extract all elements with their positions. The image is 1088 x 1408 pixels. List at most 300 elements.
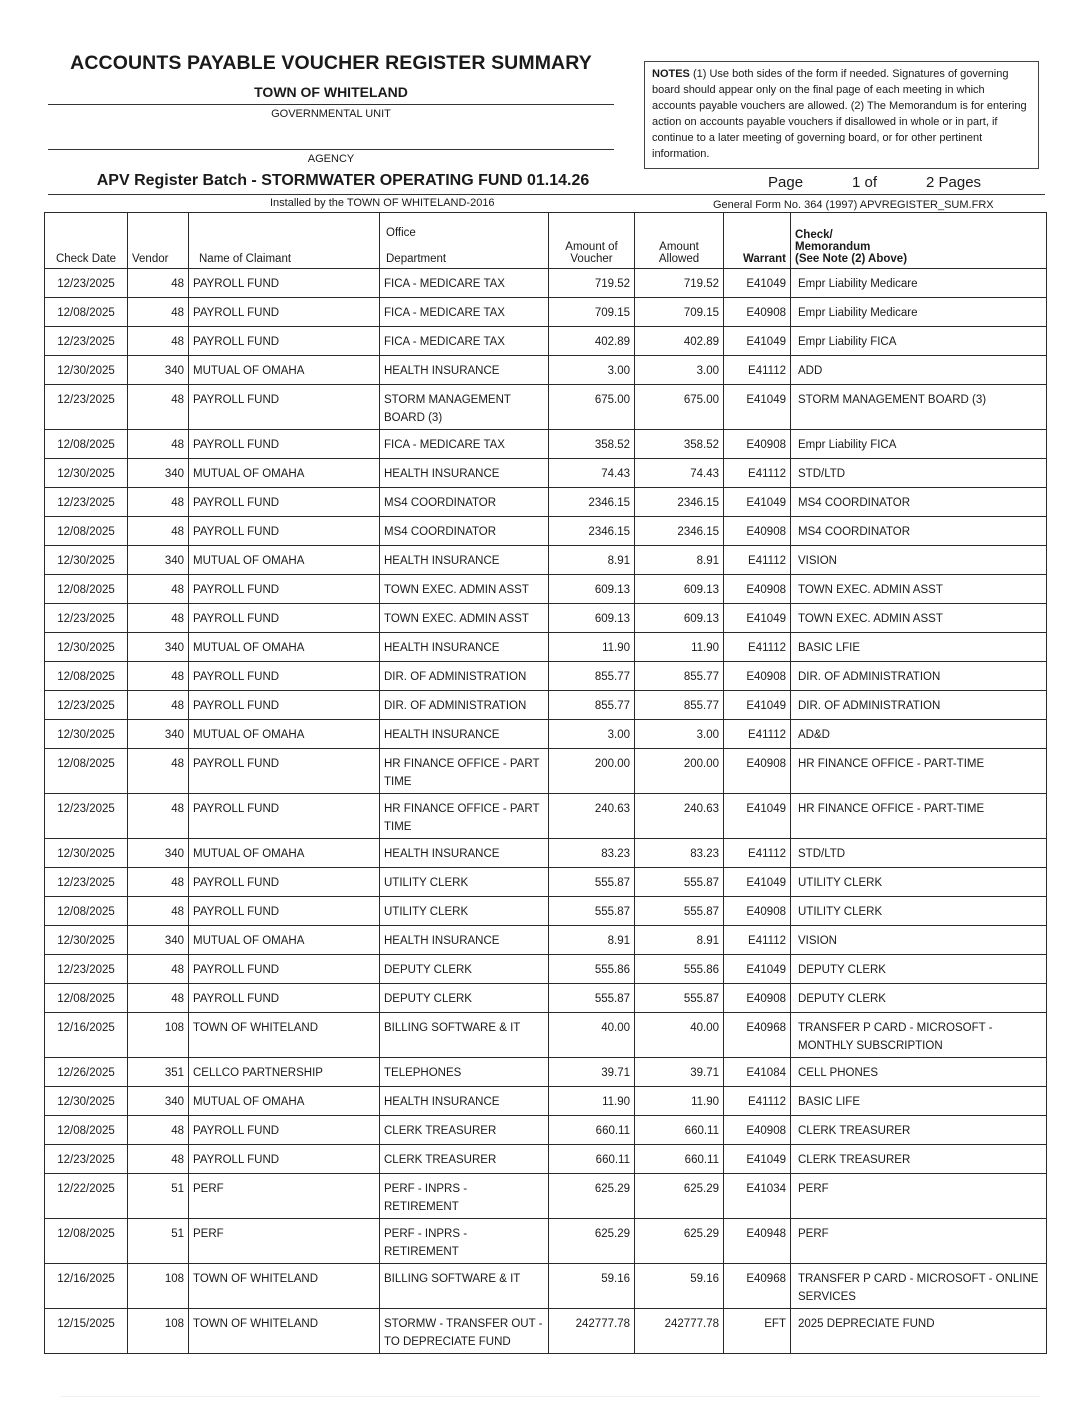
table-row <box>45 488 1047 517</box>
department-cell: PERF - INPRS - RETIREMENT <box>380 1219 549 1264</box>
department-cell: FICA - MEDICARE TAX <box>380 298 549 327</box>
voucher-amount-cell: 74.43 <box>549 459 635 488</box>
department-cell: FICA - MEDICARE TAX <box>380 269 549 298</box>
check-date-cell: 12/08/2025 <box>45 984 128 1013</box>
department-cell: HEALTH INSURANCE <box>380 1087 549 1116</box>
allowed-amount-cell: 660.11 <box>635 1145 724 1174</box>
department-cell: HEALTH INSURANCE <box>380 459 549 488</box>
vendor-cell: 48 <box>128 662 189 691</box>
vendor-cell: 48 <box>128 385 189 430</box>
warrant-cell: E41049 <box>724 385 791 430</box>
department-cell: TOWN EXEC. ADMIN ASST <box>380 575 549 604</box>
voucher-amount-cell: 855.77 <box>549 662 635 691</box>
department-cell: CLERK TREASURER <box>380 1145 549 1174</box>
vendor-cell: 48 <box>128 604 189 633</box>
memorandum-cell: BASIC LIFE <box>791 1087 1047 1116</box>
header-block <box>48 48 614 165</box>
voucher-amount-cell: 11.90 <box>549 633 635 662</box>
warrant-cell: E40908 <box>724 1116 791 1145</box>
vendor-cell: 108 <box>128 1013 189 1058</box>
table-row <box>45 720 1047 749</box>
check-date-cell: 12/15/2025 <box>45 1309 128 1354</box>
notes-box <box>644 61 1039 169</box>
allowed-amount-cell: 8.91 <box>635 926 724 955</box>
memorandum-cell: BASIC LFIE <box>791 633 1047 662</box>
agency-caption: AGENCY <box>307 153 355 165</box>
department-cell: UTILITY CLERK <box>380 897 549 926</box>
department-cell: BILLING SOFTWARE & IT <box>380 1013 549 1058</box>
divider <box>48 104 614 105</box>
allowed-amount-cell: 3.00 <box>635 720 724 749</box>
memorandum-cell: DEPUTY CLERK <box>791 984 1047 1013</box>
voucher-amount-cell: 83.23 <box>549 839 635 868</box>
check-date-cell: 12/08/2025 <box>45 430 128 459</box>
voucher-amount-cell: 719.52 <box>549 269 635 298</box>
table-row <box>45 430 1047 459</box>
check-date-cell: 12/08/2025 <box>45 749 128 794</box>
voucher-amount-cell: 40.00 <box>549 1013 635 1058</box>
col-header-allowed-amount: Amount Allowed <box>635 213 724 269</box>
voucher-amount-cell: 555.86 <box>549 955 635 984</box>
warrant-cell: EFT <box>724 1309 791 1354</box>
col-header-department-label: Department <box>386 253 447 265</box>
memorandum-cell: MS4 COORDINATOR <box>791 517 1047 546</box>
table-row <box>45 575 1047 604</box>
claimant-cell: PAYROLL FUND <box>189 327 380 356</box>
allowed-amount-cell: 11.90 <box>635 633 724 662</box>
claimant-cell: PAYROLL FUND <box>189 1145 380 1174</box>
department-cell: DIR. OF ADMINISTRATION <box>380 662 549 691</box>
warrant-cell: E41112 <box>724 459 791 488</box>
table-row <box>45 984 1047 1013</box>
col-header-check-date: Check Date <box>45 213 128 269</box>
vendor-cell: 48 <box>128 1116 189 1145</box>
warrant-cell: E41034 <box>724 1174 791 1219</box>
table-row <box>45 1058 1047 1087</box>
claimant-cell: PAYROLL FUND <box>189 897 380 926</box>
vendor-cell: 340 <box>128 356 189 385</box>
table-row <box>45 926 1047 955</box>
allowed-amount-cell: 660.11 <box>635 1116 724 1145</box>
vendor-cell: 340 <box>128 459 189 488</box>
check-date-cell: 12/23/2025 <box>45 1145 128 1174</box>
vendor-cell: 48 <box>128 430 189 459</box>
notes-text: (1) Use both sides of the form if needed. Signatures of governing board should appear only on the final page of each meeting in which accounts payable vouchers are allowed. (2) The Memorandum is for entering action on accounts payable vouchers if disallowed in whole or in part, if continue to a later meeting of governing board, or for other pertinent information. <box>652 68 1027 160</box>
claimant-cell: PAYROLL FUND <box>189 298 380 327</box>
memorandum-cell: VISION <box>791 546 1047 575</box>
vendor-cell: 48 <box>128 794 189 839</box>
check-date-cell: 12/23/2025 <box>45 604 128 633</box>
voucher-amount-cell: 609.13 <box>549 604 635 633</box>
memorandum-cell: 2025 DEPRECIATE FUND <box>791 1309 1047 1354</box>
memorandum-cell: STD/LTD <box>791 459 1047 488</box>
warrant-cell: E41112 <box>724 839 791 868</box>
table-row <box>45 459 1047 488</box>
department-cell: HEALTH INSURANCE <box>380 546 549 575</box>
installed-by: Installed by the TOWN OF WHITELAND-2016 <box>270 197 495 209</box>
memorandum-cell: CELL PHONES <box>791 1058 1047 1087</box>
check-date-cell: 12/08/2025 <box>45 662 128 691</box>
warrant-cell: E41112 <box>724 546 791 575</box>
warrant-cell: E40908 <box>724 749 791 794</box>
table-row <box>45 749 1047 794</box>
claimant-cell: MUTUAL OF OMAHA <box>189 633 380 662</box>
claimant-cell: PAYROLL FUND <box>189 604 380 633</box>
voucher-amount-cell: 3.00 <box>549 356 635 385</box>
claimant-cell: PERF <box>189 1174 380 1219</box>
department-cell: STORMW - TRANSFER OUT - TO DEPRECIATE FUND <box>380 1309 549 1354</box>
voucher-amount-cell: 2346.15 <box>549 488 635 517</box>
vendor-cell: 51 <box>128 1174 189 1219</box>
voucher-amount-cell: 555.87 <box>549 984 635 1013</box>
voucher-amount-cell: 660.11 <box>549 1145 635 1174</box>
col-header-office: Office <box>386 227 416 239</box>
memorandum-cell: UTILITY CLERK <box>791 868 1047 897</box>
warrant-cell: E41049 <box>724 604 791 633</box>
vendor-cell: 48 <box>128 488 189 517</box>
voucher-amount-cell: 8.91 <box>549 926 635 955</box>
department-cell: FICA - MEDICARE TAX <box>380 327 549 356</box>
col-header-department <box>380 213 549 269</box>
vendor-cell: 48 <box>128 269 189 298</box>
vendor-cell: 48 <box>128 298 189 327</box>
table-row <box>45 269 1047 298</box>
col-header-memo-line: Check/ <box>795 229 833 241</box>
check-date-cell: 12/26/2025 <box>45 1058 128 1087</box>
allowed-amount-cell: 358.52 <box>635 430 724 459</box>
memorandum-cell: MS4 COORDINATOR <box>791 488 1047 517</box>
vendor-cell: 48 <box>128 749 189 794</box>
claimant-cell: PAYROLL FUND <box>189 385 380 430</box>
claimant-cell: PERF <box>189 1219 380 1264</box>
claimant-cell: PAYROLL FUND <box>189 517 380 546</box>
allowed-amount-cell: 855.77 <box>635 691 724 720</box>
page-total: 2 Pages <box>926 174 982 191</box>
claimant-cell: PAYROLL FUND <box>189 749 380 794</box>
voucher-amount-cell: 625.29 <box>549 1174 635 1219</box>
vendor-cell: 48 <box>128 575 189 604</box>
claimant-cell: MUTUAL OF OMAHA <box>189 459 380 488</box>
memorandum-cell: CLERK TREASURER <box>791 1145 1047 1174</box>
table-row <box>45 1264 1047 1309</box>
claimant-cell: PAYROLL FUND <box>189 269 380 298</box>
warrant-cell: E41049 <box>724 691 791 720</box>
department-cell: TOWN EXEC. ADMIN ASST <box>380 604 549 633</box>
table-row <box>45 546 1047 575</box>
col-header-warrant: Warrant <box>724 213 791 269</box>
memorandum-cell: PERF <box>791 1219 1047 1264</box>
col-header-claimant: Name of Claimant <box>189 213 380 269</box>
voucher-amount-cell: 358.52 <box>549 430 635 459</box>
table-row <box>45 1309 1047 1354</box>
allowed-amount-cell: 555.87 <box>635 984 724 1013</box>
warrant-cell: E41112 <box>724 633 791 662</box>
warrant-cell: E41049 <box>724 1145 791 1174</box>
allowed-amount-cell: 3.00 <box>635 356 724 385</box>
claimant-cell: PAYROLL FUND <box>189 488 380 517</box>
warrant-cell: E41112 <box>724 926 791 955</box>
allowed-amount-cell: 74.43 <box>635 459 724 488</box>
warrant-cell: E41112 <box>724 1087 791 1116</box>
allowed-amount-cell: 555.86 <box>635 955 724 984</box>
vendor-cell: 48 <box>128 897 189 926</box>
check-date-cell: 12/30/2025 <box>45 633 128 662</box>
memorandum-cell: HR FINANCE OFFICE - PART-TIME <box>791 749 1047 794</box>
allowed-amount-cell: 675.00 <box>635 385 724 430</box>
vendor-cell: 48 <box>128 984 189 1013</box>
warrant-cell: E41049 <box>724 794 791 839</box>
allowed-amount-cell: 39.71 <box>635 1058 724 1087</box>
check-date-cell: 12/30/2025 <box>45 839 128 868</box>
table-row <box>45 517 1047 546</box>
voucher-amount-cell: 625.29 <box>549 1219 635 1264</box>
check-date-cell: 12/23/2025 <box>45 269 128 298</box>
voucher-amount-cell: 675.00 <box>549 385 635 430</box>
department-cell: HEALTH INSURANCE <box>380 839 549 868</box>
table-row <box>45 691 1047 720</box>
col-header-memo-line: Memorandum <box>795 241 871 253</box>
warrant-cell: E41049 <box>724 868 791 897</box>
col-header-memo-line: (See Note (2) Above) <box>795 253 908 265</box>
check-date-cell: 12/08/2025 <box>45 1116 128 1145</box>
allowed-amount-cell: 11.90 <box>635 1087 724 1116</box>
claimant-cell: PAYROLL FUND <box>189 868 380 897</box>
allowed-amount-cell: 855.77 <box>635 662 724 691</box>
check-date-cell: 12/30/2025 <box>45 546 128 575</box>
memorandum-cell: DEPUTY CLERK <box>791 955 1047 984</box>
memorandum-cell: CLERK TREASURER <box>791 1116 1047 1145</box>
memorandum-cell: HR FINANCE OFFICE - PART-TIME <box>791 794 1047 839</box>
memorandum-cell: DIR. OF ADMINISTRATION <box>791 662 1047 691</box>
allowed-amount-cell: 555.87 <box>635 897 724 926</box>
table-row <box>45 868 1047 897</box>
warrant-cell: E41049 <box>724 488 791 517</box>
claimant-cell: TOWN OF WHITELAND <box>189 1013 380 1058</box>
department-cell: TELEPHONES <box>380 1058 549 1087</box>
check-date-cell: 12/22/2025 <box>45 1174 128 1219</box>
voucher-amount-cell: 39.71 <box>549 1058 635 1087</box>
warrant-cell: E40968 <box>724 1264 791 1309</box>
table-row <box>45 633 1047 662</box>
table-row <box>45 1219 1047 1264</box>
check-date-cell: 12/08/2025 <box>45 575 128 604</box>
table-row <box>45 1174 1047 1219</box>
check-date-cell: 12/23/2025 <box>45 691 128 720</box>
check-date-cell: 12/23/2025 <box>45 327 128 356</box>
allowed-amount-cell: 40.00 <box>635 1013 724 1058</box>
warrant-cell: E41049 <box>724 269 791 298</box>
department-cell: PERF - INPRS - RETIREMENT <box>380 1174 549 1219</box>
check-date-cell: 12/23/2025 <box>45 955 128 984</box>
department-cell: CLERK TREASURER <box>380 1116 549 1145</box>
memorandum-cell: Empr Liability FICA <box>791 327 1047 356</box>
allowed-amount-cell: 719.52 <box>635 269 724 298</box>
warrant-cell: E40908 <box>724 984 791 1013</box>
memorandum-cell: STD/LTD <box>791 839 1047 868</box>
check-date-cell: 12/16/2025 <box>45 1264 128 1309</box>
memorandum-cell: Empr Liability Medicare <box>791 269 1047 298</box>
table-row <box>45 385 1047 430</box>
allowed-amount-cell: 625.29 <box>635 1174 724 1219</box>
check-date-cell: 12/30/2025 <box>45 1087 128 1116</box>
check-date-cell: 12/08/2025 <box>45 897 128 926</box>
allowed-amount-cell: 200.00 <box>635 749 724 794</box>
claimant-cell: TOWN OF WHITELAND <box>189 1309 380 1354</box>
claimant-cell: PAYROLL FUND <box>189 984 380 1013</box>
warrant-cell: E41049 <box>724 955 791 984</box>
allowed-amount-cell: 555.87 <box>635 868 724 897</box>
memorandum-cell: TOWN EXEC. ADMIN ASST <box>791 575 1047 604</box>
table-row <box>45 839 1047 868</box>
divider <box>48 149 614 150</box>
memorandum-cell: ADD <box>791 356 1047 385</box>
check-date-cell: 12/23/2025 <box>45 868 128 897</box>
voucher-amount-cell: 709.15 <box>549 298 635 327</box>
allowed-amount-cell: 709.15 <box>635 298 724 327</box>
table-row <box>45 662 1047 691</box>
vendor-cell: 108 <box>128 1264 189 1309</box>
divider <box>48 194 1045 195</box>
department-cell: MS4 COORDINATOR <box>380 488 549 517</box>
table-row <box>45 604 1047 633</box>
memorandum-cell: DIR. OF ADMINISTRATION <box>791 691 1047 720</box>
voucher-amount-cell: 8.91 <box>549 546 635 575</box>
warrant-cell: E40908 <box>724 662 791 691</box>
check-date-cell: 12/23/2025 <box>45 488 128 517</box>
claimant-cell: MUTUAL OF OMAHA <box>189 546 380 575</box>
memorandum-cell: TRANSFER P CARD - MICROSOFT - MONTHLY SUBSCRIPTION <box>791 1013 1047 1058</box>
warrant-cell: E40908 <box>724 575 791 604</box>
allowed-amount-cell: 625.29 <box>635 1219 724 1264</box>
col-header-memorandum <box>791 213 1047 269</box>
department-cell: HEALTH INSURANCE <box>380 720 549 749</box>
department-cell: STORM MANAGEMENT BOARD (3) <box>380 385 549 430</box>
page-label: Page <box>768 174 804 191</box>
check-date-cell: 12/23/2025 <box>45 385 128 430</box>
allowed-amount-cell: 609.13 <box>635 604 724 633</box>
vendor-cell: 48 <box>128 868 189 897</box>
warrant-cell: E40948 <box>724 1219 791 1264</box>
memorandum-cell: TOWN EXEC. ADMIN ASST <box>791 604 1047 633</box>
voucher-amount-cell: 555.87 <box>549 897 635 926</box>
voucher-amount-cell: 609.13 <box>549 575 635 604</box>
allowed-amount-cell: 59.16 <box>635 1264 724 1309</box>
check-date-cell: 12/30/2025 <box>45 356 128 385</box>
department-cell: MS4 COORDINATOR <box>380 517 549 546</box>
check-date-cell: 12/23/2025 <box>45 794 128 839</box>
warrant-cell: E40908 <box>724 517 791 546</box>
warrant-cell: E41112 <box>724 356 791 385</box>
voucher-amount-cell: 240.63 <box>549 794 635 839</box>
check-date-cell: 12/08/2025 <box>45 298 128 327</box>
department-cell: FICA - MEDICARE TAX <box>380 430 549 459</box>
vendor-cell: 340 <box>128 633 189 662</box>
col-header-voucher-amount: Amount of Voucher <box>549 213 635 269</box>
warrant-cell: E41112 <box>724 720 791 749</box>
vendor-cell: 108 <box>128 1309 189 1354</box>
allowed-amount-cell: 609.13 <box>635 575 724 604</box>
claimant-cell: PAYROLL FUND <box>189 430 380 459</box>
check-date-cell: 12/08/2025 <box>45 517 128 546</box>
governmental-unit-name: TOWN OF WHITELAND <box>254 84 408 100</box>
col-header-vendor: Vendor <box>128 213 189 269</box>
check-date-cell: 12/16/2025 <box>45 1013 128 1058</box>
voucher-amount-cell: 555.87 <box>549 868 635 897</box>
claimant-cell: PAYROLL FUND <box>189 955 380 984</box>
voucher-amount-cell: 200.00 <box>549 749 635 794</box>
claimant-cell: PAYROLL FUND <box>189 691 380 720</box>
voucher-register-table <box>44 212 1047 1354</box>
voucher-amount-cell: 59.16 <box>549 1264 635 1309</box>
table-row <box>45 1087 1047 1116</box>
vendor-cell: 48 <box>128 955 189 984</box>
warrant-cell: E40908 <box>724 298 791 327</box>
department-cell: UTILITY CLERK <box>380 868 549 897</box>
warrant-cell: E40908 <box>724 430 791 459</box>
vendor-cell: 340 <box>128 926 189 955</box>
claimant-cell: CELLCO PARTNERSHIP <box>189 1058 380 1087</box>
department-cell: DEPUTY CLERK <box>380 984 549 1013</box>
memorandum-cell: PERF <box>791 1174 1047 1219</box>
claimant-cell: PAYROLL FUND <box>189 794 380 839</box>
vendor-cell: 351 <box>128 1058 189 1087</box>
check-date-cell: 12/08/2025 <box>45 1219 128 1264</box>
warrant-cell: E40968 <box>724 1013 791 1058</box>
voucher-amount-cell: 3.00 <box>549 720 635 749</box>
memorandum-cell: UTILITY CLERK <box>791 897 1047 926</box>
claimant-cell: PAYROLL FUND <box>189 575 380 604</box>
allowed-amount-cell: 240.63 <box>635 794 724 839</box>
table-header-row <box>45 213 1047 269</box>
vendor-cell: 340 <box>128 720 189 749</box>
batch-title: APV Register Batch - STORMWATER OPERATING FUND 01.14.26 <box>96 172 590 189</box>
table-row <box>45 955 1047 984</box>
department-cell: HEALTH INSURANCE <box>380 356 549 385</box>
table-row <box>45 1145 1047 1174</box>
allowed-amount-cell: 8.91 <box>635 546 724 575</box>
table-row <box>45 897 1047 926</box>
department-cell: HEALTH INSURANCE <box>380 926 549 955</box>
claimant-cell: PAYROLL FUND <box>189 662 380 691</box>
department-cell: DEPUTY CLERK <box>380 955 549 984</box>
memorandum-cell: VISION <box>791 926 1047 955</box>
vendor-cell: 340 <box>128 839 189 868</box>
allowed-amount-cell: 402.89 <box>635 327 724 356</box>
warrant-cell: E41084 <box>724 1058 791 1087</box>
memorandum-cell: AD&D <box>791 720 1047 749</box>
department-cell: DIR. OF ADMINISTRATION <box>380 691 549 720</box>
warrant-cell: E40908 <box>724 897 791 926</box>
vendor-cell: 48 <box>128 327 189 356</box>
check-date-cell: 12/30/2025 <box>45 926 128 955</box>
voucher-amount-cell: 2346.15 <box>549 517 635 546</box>
check-date-cell: 12/30/2025 <box>45 459 128 488</box>
warrant-cell: E41049 <box>724 327 791 356</box>
table-row <box>45 298 1047 327</box>
page-current: 1 of <box>852 174 878 191</box>
claimant-cell: MUTUAL OF OMAHA <box>189 720 380 749</box>
vendor-cell: 51 <box>128 1219 189 1264</box>
department-cell: HR FINANCE OFFICE - PART TIME <box>380 794 549 839</box>
memorandum-cell: Empr Liability FICA <box>791 430 1047 459</box>
voucher-amount-cell: 242777.78 <box>549 1309 635 1354</box>
allowed-amount-cell: 2346.15 <box>635 488 724 517</box>
department-cell: BILLING SOFTWARE & IT <box>380 1264 549 1309</box>
allowed-amount-cell: 242777.78 <box>635 1309 724 1354</box>
vendor-cell: 48 <box>128 1145 189 1174</box>
claimant-cell: MUTUAL OF OMAHA <box>189 839 380 868</box>
claimant-cell: MUTUAL OF OMAHA <box>189 1087 380 1116</box>
